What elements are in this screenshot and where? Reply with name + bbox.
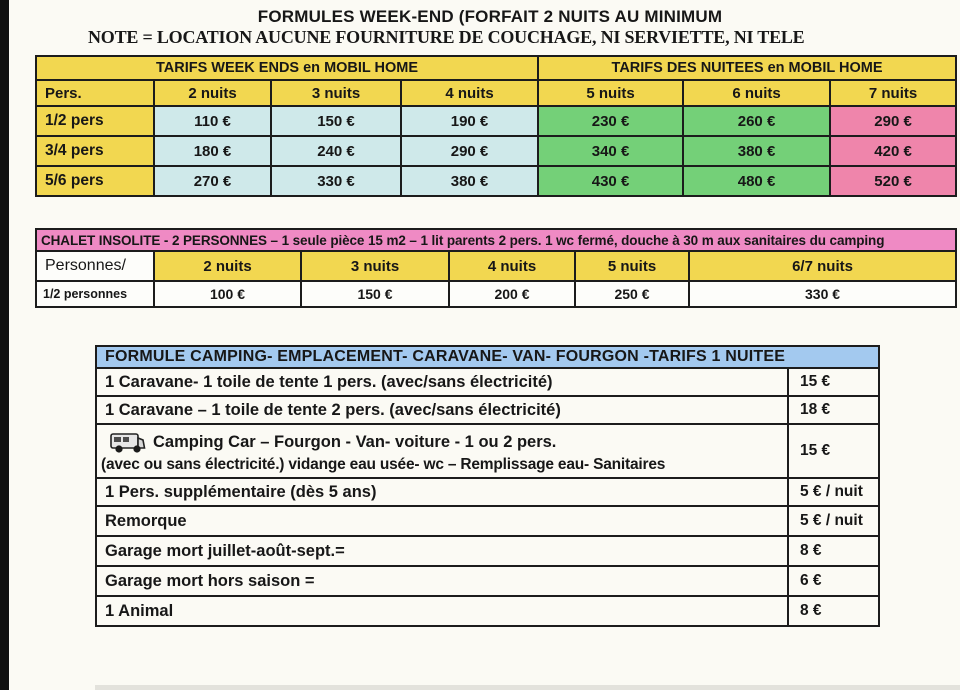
camper-van-icon [109, 429, 147, 456]
row-label: 5/6 pers [36, 166, 154, 196]
price-cell: 430 € [538, 166, 683, 196]
mobilhome-nightly-header: TARIFS DES NUITEES en MOBIL HOME [538, 56, 956, 80]
price-cell: 180 € [154, 136, 271, 166]
column-header-3-nuits: 3 nuits [271, 80, 401, 106]
item-label: 1 Caravane- 1 toile de tente 1 pers. (avec/sans électricité) [96, 368, 788, 396]
table-row [36, 166, 956, 196]
table-row [96, 566, 879, 596]
price-cell: 240 € [271, 136, 401, 166]
mobilhome-weekend-header: TARIFS WEEK ENDS en MOBIL HOME [36, 56, 538, 80]
table-row [36, 80, 956, 106]
price-cell: 250 € [575, 281, 689, 307]
chalet-banner: CHALET INSOLITE - 2 PERSONNES – 1 seule pièce 15 m2 – 1 lit parents 2 pers. 1 wc fermé, douche à 30 m aux sanitaires du camping [36, 229, 956, 251]
price-cell: 5 € / nuit [788, 506, 879, 536]
price-cell: 8 € [788, 536, 879, 566]
column-header-2-nuits: 2 nuits [154, 251, 301, 281]
price-cell: 230 € [538, 106, 683, 136]
column-header-6-7-nuits: 6/7 nuits [689, 251, 956, 281]
table-row [36, 229, 956, 251]
price-cell: 5 € / nuit [788, 478, 879, 506]
price-cell: 190 € [401, 106, 538, 136]
item-label: 1 Animal [96, 596, 788, 626]
price-cell: 340 € [538, 136, 683, 166]
price-cell: 8 € [788, 596, 879, 626]
price-cell: 330 € [689, 281, 956, 307]
table-row [36, 251, 956, 281]
note-line: NOTE = LOCATION AUCUNE FOURNITURE DE COUCHAGE, NI SERVIETTE, NI TELE [88, 27, 805, 47]
price-cell: 100 € [154, 281, 301, 307]
price-cell: 380 € [683, 136, 830, 166]
camping-tariff-table [95, 345, 880, 627]
page-title: FORMULES WEEK-END (FORFAIT 2 NUITS AU MINIMUM [257, 7, 723, 26]
column-header-7-nuits: 7 nuits [830, 80, 956, 106]
item-label-line1: Camping Car – Fourgon - Van- voiture - 1 ou 2 pers. [153, 432, 557, 451]
price-cell: 330 € [271, 166, 401, 196]
column-header-4-nuits: 4 nuits [449, 251, 575, 281]
table-row [96, 346, 879, 368]
row-label: 1/2 personnes [36, 281, 154, 307]
column-header-pers: Pers. [36, 80, 154, 106]
price-cell: 110 € [154, 106, 271, 136]
table-row [36, 136, 956, 166]
camping-table-header: FORMULE CAMPING- EMPLACEMENT- CARAVANE- VAN- FOURGON -TARIFS 1 NUITEE [96, 346, 879, 368]
table-row [96, 536, 879, 566]
price-cell: 270 € [154, 166, 271, 196]
table-row [96, 596, 879, 626]
chalet-insolite-table [35, 228, 957, 308]
price-cell: 150 € [271, 106, 401, 136]
price-cell: 18 € [788, 396, 879, 424]
scan-shadow-artifact [95, 685, 960, 690]
table-row [96, 368, 879, 396]
price-cell: 290 € [401, 136, 538, 166]
item-label [96, 424, 788, 478]
column-header-5-nuits: 5 nuits [538, 80, 683, 106]
column-header-3-nuits: 3 nuits [301, 251, 449, 281]
price-cell: 200 € [449, 281, 575, 307]
table-row [96, 478, 879, 506]
price-cell: 290 € [830, 106, 956, 136]
table-row [96, 424, 879, 478]
item-label: 1 Pers. supplémentaire (dès 5 ans) [96, 478, 788, 506]
price-cell: 480 € [683, 166, 830, 196]
item-label: Remorque [96, 506, 788, 536]
price-cell: 420 € [830, 136, 956, 166]
item-label-line2: (avec ou sans électricité.) vidange eau usée- wc – Remplissage eau- Sanitaires [101, 455, 666, 473]
price-cell: 520 € [830, 166, 956, 196]
item-label: Garage mort hors saison = [96, 566, 788, 596]
item-label: 1 Caravane – 1 toile de tente 2 pers. (avec/sans électricité) [96, 396, 788, 424]
column-header-4-nuits: 4 nuits [401, 80, 538, 106]
table-row [36, 106, 956, 136]
table-row [96, 506, 879, 536]
column-header-2-nuits: 2 nuits [154, 80, 271, 106]
row-label: 3/4 pers [36, 136, 154, 166]
table-row [36, 56, 956, 80]
price-cell: 260 € [683, 106, 830, 136]
table-row [36, 281, 956, 307]
table-row [96, 396, 879, 424]
column-header-6-nuits: 6 nuits [683, 80, 830, 106]
price-cell: 15 € [788, 424, 879, 478]
mobilhome-tariff-table [35, 55, 957, 197]
column-header-5-nuits: 5 nuits [575, 251, 689, 281]
scan-edge-artifact [0, 0, 9, 690]
price-cell: 150 € [301, 281, 449, 307]
price-cell: 380 € [401, 166, 538, 196]
price-cell: 15 € [788, 368, 879, 396]
row-label: 1/2 pers [36, 106, 154, 136]
column-header-personnes: Personnes/ [36, 251, 154, 281]
item-label: Garage mort juillet-août-sept.= [96, 536, 788, 566]
price-cell: 6 € [788, 566, 879, 596]
